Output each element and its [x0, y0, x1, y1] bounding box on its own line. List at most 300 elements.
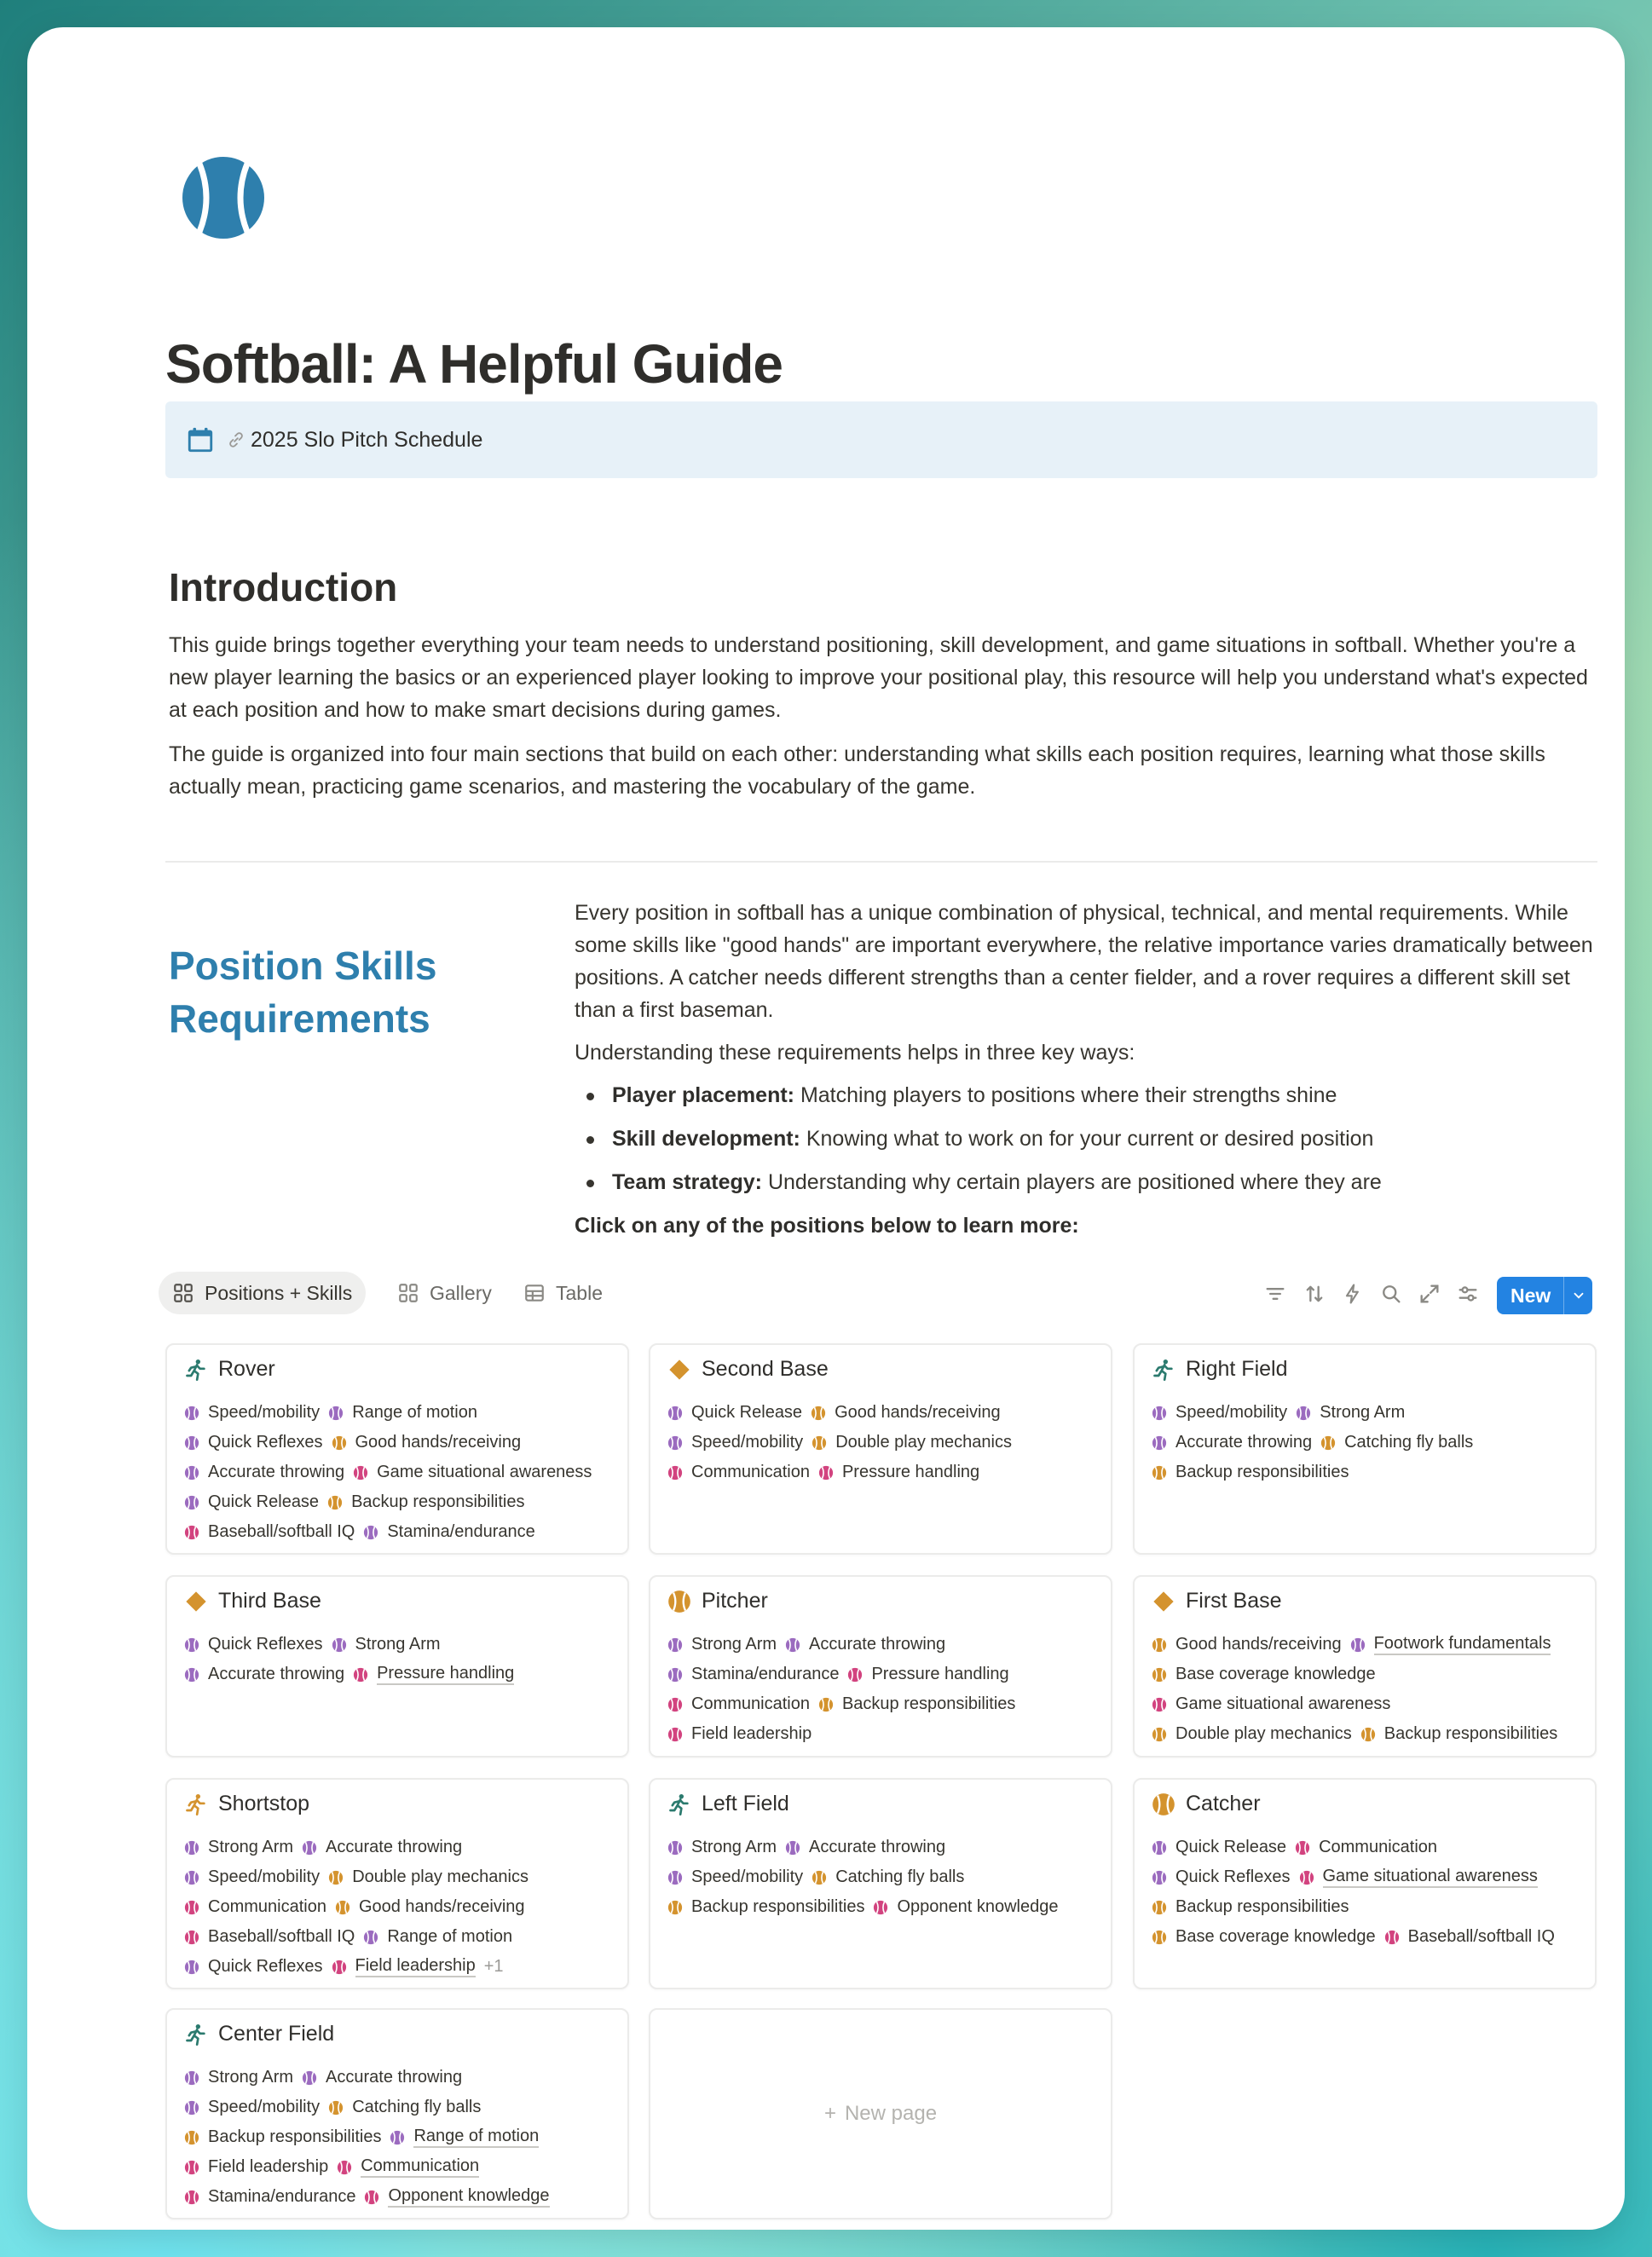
position-skills-description	[575, 897, 1606, 1242]
card-title	[184, 1792, 309, 1816]
tab-label: Gallery	[430, 1281, 492, 1304]
new-button[interactable]	[1497, 1277, 1592, 1314]
position-card-second-base[interactable]	[649, 1343, 1112, 1555]
skill-tag	[667, 1694, 810, 1714]
card-title-text: Third Base	[218, 1589, 321, 1613]
softball-icon	[1152, 1930, 1167, 1945]
tag-row	[1152, 1458, 1595, 1487]
softball-icon	[328, 2100, 344, 2116]
softball-icon	[184, 1870, 199, 1885]
card-title	[1152, 1589, 1282, 1613]
skill-tag-label: Field leadership	[691, 1724, 812, 1743]
skill-tag-label: Backup responsibilities	[351, 1492, 525, 1511]
skill-tag-label: Speed/mobility	[208, 1867, 321, 1886]
skill-tag	[335, 1897, 525, 1917]
skill-tag-label: Communication	[208, 1897, 326, 1916]
tag-row	[184, 2063, 627, 2092]
benefits-list	[575, 1079, 1606, 1198]
position-paragraph-1: Every position in softball has a unique combination of physical, technical, and mental requirements. While some skills like "good hands" are important everywhere, the relative importance varies dramatically between positions. A catcher needs different strengths than a center fielder, and a rover requires a different skill set than a first baseman.	[575, 901, 1593, 1022]
softball-icon	[818, 1697, 834, 1712]
skill-tag	[1152, 1665, 1376, 1684]
skill-tag-label: Backup responsibilities	[841, 1694, 1016, 1713]
tag-row	[184, 1428, 627, 1458]
skill-tag-label: Accurate throwing	[326, 1838, 463, 1856]
skill-tag	[184, 1927, 355, 1947]
skill-tag-label: Double play mechanics	[835, 1433, 1012, 1452]
list-item	[575, 1166, 1606, 1198]
softball-icon	[812, 1870, 827, 1885]
tag-row	[667, 1892, 1111, 1922]
tag-row	[667, 1458, 1111, 1487]
softball-icon	[667, 1667, 683, 1683]
skill-tag	[785, 1838, 945, 1857]
skill-tag	[184, 1838, 293, 1857]
skill-tag	[1152, 1897, 1349, 1917]
softball-icon	[1152, 1727, 1167, 1742]
softball-icon	[667, 1727, 683, 1742]
skill-tag	[328, 1867, 529, 1887]
position-card-pitcher[interactable]	[649, 1575, 1112, 1758]
expand-icon[interactable]	[1418, 1282, 1441, 1306]
softball-icon	[335, 1900, 350, 1915]
skill-tag	[184, 2187, 355, 2207]
gallery-icon	[397, 1282, 419, 1304]
skill-tag-label: Speed/mobility	[691, 1867, 804, 1886]
softball-icon	[1152, 1465, 1167, 1481]
skill-tag-label: Strong Arm	[691, 1635, 777, 1654]
skill-tag-label: Accurate throwing	[809, 1838, 946, 1856]
automation-icon[interactable]	[1341, 1282, 1365, 1306]
click-instruction: Click on any of the positions below to learn more:	[575, 1214, 1079, 1238]
tag-row	[667, 1833, 1111, 1862]
skill-tag	[184, 1897, 326, 1917]
softball-icon	[667, 1465, 683, 1481]
softball-icon	[184, 1667, 199, 1683]
softball-icon	[1384, 1930, 1400, 1945]
softball-icon	[667, 1697, 683, 1712]
skill-tag	[363, 1522, 534, 1542]
tag-row	[184, 1458, 627, 1487]
search-icon[interactable]	[1379, 1282, 1403, 1306]
skill-tag-label: Communication	[691, 1694, 810, 1713]
skill-tag	[184, 2157, 328, 2177]
skill-tag	[363, 1927, 512, 1947]
softball-icon	[818, 1465, 834, 1481]
skill-tag-label: Good hands/receiving	[355, 1433, 522, 1452]
skill-tag-label: Field leadership	[355, 1956, 476, 1977]
tag-row	[184, 2092, 627, 2122]
skill-tag	[184, 1867, 320, 1887]
skill-tags	[184, 1398, 627, 1547]
skill-tag	[184, 2098, 320, 2117]
tag-row	[667, 1689, 1111, 1719]
skill-tag-label: Catching fly balls	[352, 2098, 482, 2116]
intro-paragraph-1: This guide brings together everything your team needs to understand positioning, skill development, and game situations in softball. Whether you're a new player learning the basics or an experienced player looking to improve your positional play, this resource will help you understand what's expected at each position and how to make smart decisions during games.	[169, 633, 1588, 722]
link-icon	[227, 430, 245, 449]
softball-icon	[337, 2160, 352, 2175]
skill-tag	[390, 2127, 539, 2148]
softball-icon	[363, 1525, 378, 1540]
more-tags-count[interactable]: +1	[483, 1957, 504, 1976]
skill-tag	[1152, 1635, 1342, 1654]
skill-tags	[184, 1833, 627, 1982]
card-title-text: Shortstop	[218, 1792, 310, 1815]
skill-tag-label: Pressure handling	[377, 1664, 514, 1685]
softball-icon	[184, 1495, 199, 1510]
skill-tag	[364, 2186, 549, 2208]
skill-tag-label: Base coverage knowledge	[1175, 1665, 1376, 1683]
skill-tag	[184, 1957, 323, 1977]
card-title	[667, 1589, 768, 1613]
divider	[165, 861, 1597, 863]
softball-icon	[1360, 1727, 1376, 1742]
skill-tag	[328, 2098, 481, 2117]
softball-icon	[1299, 1870, 1314, 1885]
softball-icon	[667, 1840, 683, 1856]
skill-tag	[184, 2127, 381, 2147]
softball-icon	[184, 2190, 199, 2205]
diamond-icon	[667, 1358, 691, 1382]
skill-tag-label: Backup responsibilities	[1383, 1724, 1558, 1743]
skill-tag	[184, 1492, 319, 1512]
softball-icon	[184, 1406, 199, 1421]
card-title	[1152, 1357, 1288, 1382]
skill-tag-label: Stamina/endurance	[691, 1665, 840, 1683]
skill-tag	[811, 1403, 1001, 1423]
softball-icon	[1296, 1406, 1311, 1421]
softball-icon	[302, 2070, 317, 2086]
tag-row	[667, 1398, 1111, 1428]
skill-tag	[1152, 1694, 1390, 1714]
new-button-label: New	[1510, 1284, 1551, 1307]
calendar-icon	[186, 425, 215, 454]
skill-tag-label: Quick Release	[691, 1403, 803, 1422]
position-card-shortstop[interactable]	[165, 1778, 629, 1989]
softball-icon	[353, 1465, 368, 1481]
skill-tag-label: Catching fly balls	[835, 1867, 965, 1886]
softball-icon	[1350, 1637, 1366, 1653]
tag-row	[1152, 1630, 1595, 1660]
card-title-text: Rover	[218, 1357, 275, 1381]
skill-tag	[184, 1522, 355, 1542]
table-icon	[523, 1282, 546, 1304]
skill-tag	[337, 2156, 479, 2178]
card-title-text: Center Field	[218, 2022, 335, 2046]
skill-tag-label: Speed/mobility	[691, 1433, 804, 1452]
skill-tag	[667, 1463, 810, 1482]
softball-icon	[184, 1960, 199, 1975]
tag-row	[184, 2182, 627, 2212]
skill-tag	[667, 1867, 803, 1887]
position-card-rover[interactable]	[165, 1343, 629, 1555]
skill-tag	[818, 1694, 1015, 1714]
softball-icon	[184, 2100, 199, 2116]
skill-tag	[667, 1433, 803, 1452]
skill-tag-label: Communication	[691, 1463, 810, 1481]
softball-icon	[1152, 1637, 1167, 1653]
softball-icon	[1152, 1792, 1175, 1816]
skill-tag-label: Quick Reflexes	[208, 1957, 323, 1976]
settings-icon[interactable]	[1456, 1282, 1480, 1306]
skill-tag	[1295, 1838, 1437, 1857]
softball-icon	[785, 1840, 800, 1856]
softball-icon	[1152, 1667, 1167, 1683]
tag-row	[184, 1398, 627, 1428]
skill-tag	[332, 1635, 441, 1654]
skill-tag	[1152, 1403, 1287, 1423]
softball-icon	[184, 1637, 199, 1653]
softball-icon	[847, 1667, 863, 1683]
skill-tag-label: Game situational awareness	[377, 1463, 592, 1481]
skill-tags	[184, 2063, 627, 2212]
bullet-bold: Player placement:	[612, 1083, 794, 1107]
skill-tag-label: Speed/mobility	[1175, 1403, 1288, 1422]
card-title-text: Second Base	[702, 1357, 829, 1381]
skill-tag-label: Good hands/receiving	[1175, 1635, 1342, 1654]
skill-tag-label: Quick Reflexes	[208, 1635, 323, 1654]
schedule-link[interactable]: 2025 Slo Pitch Schedule	[251, 427, 483, 452]
tag-row	[184, 1922, 627, 1952]
skill-tag	[1384, 1927, 1555, 1947]
skill-tag	[353, 1664, 514, 1685]
card-title	[184, 1357, 275, 1382]
skill-tag-label: Baseball/softball IQ	[1407, 1927, 1555, 1946]
softball-icon	[1152, 1900, 1167, 1915]
page-card	[27, 27, 1625, 2230]
softball-icon	[184, 2070, 199, 2086]
card-title-text: Right Field	[1186, 1357, 1288, 1381]
tab-label: Table	[556, 1281, 603, 1304]
position-card-right-field[interactable]	[1133, 1343, 1597, 1555]
skill-tag	[1152, 1433, 1312, 1452]
softball-icon	[302, 1840, 317, 1856]
tag-row	[184, 1862, 627, 1892]
skill-tag-label: Stamina/endurance	[387, 1522, 535, 1541]
position-card-center-field[interactable]	[165, 2008, 629, 2219]
tab-table[interactable]	[510, 1272, 616, 1314]
skill-tag-label: Base coverage knowledge	[1175, 1927, 1376, 1946]
runner-icon	[1152, 1358, 1175, 1382]
skill-tag-label: Strong Arm	[1320, 1403, 1406, 1422]
skill-tag-label: Baseball/softball IQ	[208, 1522, 355, 1541]
skill-tag	[1350, 1634, 1551, 1655]
softball-icon	[1152, 1870, 1167, 1885]
diamond-icon	[184, 1590, 208, 1613]
tag-row	[184, 1660, 627, 1689]
skill-tag-label: Communication	[361, 2156, 479, 2178]
skill-tag-label: Field leadership	[208, 2157, 329, 2176]
skill-tag	[667, 1665, 839, 1684]
softball-icon	[1152, 1406, 1167, 1421]
skill-tag-label: Good hands/receiving	[835, 1403, 1001, 1422]
schedule-callout[interactable]	[165, 401, 1597, 478]
skill-tag	[667, 1635, 777, 1654]
skill-tag-label: Quick Release	[208, 1492, 320, 1511]
skill-tag	[332, 1433, 522, 1452]
tag-row	[667, 1719, 1111, 1749]
skill-tag-label: Strong Arm	[691, 1838, 777, 1856]
skill-tag-label: Catching fly balls	[1344, 1433, 1474, 1452]
runner-icon	[184, 1792, 208, 1816]
tag-row	[184, 1630, 627, 1660]
intro-paragraph-2: The guide is organized into four main sections that build on each other: understanding what skills each position requires, learning what those skills actually mean, practicing game scenarios, and mastering the vocabulary of the game.	[169, 742, 1545, 799]
softball-icon	[1152, 1840, 1167, 1856]
skill-tag	[873, 1897, 1058, 1917]
skill-tag	[184, 1433, 323, 1452]
gallery-icon	[172, 1282, 194, 1304]
skill-tags	[184, 1630, 627, 1689]
tag-row	[184, 1892, 627, 1922]
skill-tag	[1320, 1433, 1473, 1452]
softball-icon	[332, 1435, 347, 1451]
tag-row	[667, 1630, 1111, 1660]
skill-tags	[667, 1398, 1111, 1487]
position-card-third-base[interactable]	[165, 1575, 629, 1758]
skill-tag	[1152, 1463, 1349, 1482]
skill-tag-label: Range of motion	[413, 2127, 539, 2148]
position-card-catcher[interactable]	[1133, 1778, 1597, 1989]
position-paragraph-2: Understanding these requirements helps in three key ways:	[575, 1041, 1135, 1065]
skill-tags	[1152, 1630, 1595, 1749]
skill-tag	[1152, 1838, 1286, 1857]
softball-icon	[184, 1930, 199, 1945]
softball-icon	[785, 1637, 800, 1653]
softball-icon[interactable]	[181, 155, 266, 240]
skill-tag	[353, 1463, 592, 1482]
softball-icon	[184, 2160, 199, 2175]
tag-row	[1152, 1689, 1595, 1719]
skill-tag-label: Opponent knowledge	[897, 1897, 1059, 1916]
tag-row	[1152, 1660, 1595, 1689]
softball-icon	[184, 1840, 199, 1856]
skill-tag	[1152, 1927, 1376, 1947]
card-title-text: Pitcher	[702, 1589, 768, 1613]
skill-tag	[847, 1665, 1008, 1684]
softball-icon	[328, 1870, 344, 1885]
skill-tag-label: Game situational awareness	[1175, 1694, 1391, 1713]
runner-icon	[667, 1792, 691, 1816]
skill-tag-label: Good hands/receiving	[358, 1897, 525, 1916]
skill-tag-label: Speed/mobility	[208, 1403, 321, 1422]
card-title-text: Left Field	[702, 1792, 789, 1815]
skill-tag	[184, 1635, 323, 1654]
list-item	[575, 1123, 1606, 1155]
softball-icon	[667, 1406, 683, 1421]
skill-tag	[785, 1635, 945, 1654]
tab-positions-skills[interactable]	[159, 1272, 366, 1314]
chevron-down-icon[interactable]	[1564, 1288, 1592, 1303]
softball-icon	[667, 1590, 691, 1613]
softball-icon	[328, 1406, 344, 1421]
skill-tag-label: Backup responsibilities	[691, 1897, 865, 1916]
skill-tag-label: Strong Arm	[208, 1838, 294, 1856]
tab-label: Positions + Skills	[205, 1281, 353, 1304]
skill-tag-label: Accurate throwing	[1175, 1433, 1313, 1452]
skill-tag	[1360, 1724, 1557, 1744]
sort-icon[interactable]	[1303, 1282, 1326, 1306]
softball-icon	[811, 1406, 826, 1421]
skill-tag	[1152, 1724, 1352, 1744]
skill-tag	[1296, 1403, 1405, 1423]
skill-tag-label: Range of motion	[387, 1927, 513, 1946]
new-page-button[interactable]	[649, 2008, 1112, 2219]
softball-icon	[667, 1637, 683, 1653]
skill-tag-label: Accurate throwing	[208, 1463, 345, 1481]
skill-tag	[184, 1463, 344, 1482]
softball-icon	[1152, 1697, 1167, 1712]
skill-tag	[818, 1463, 979, 1482]
skill-tag-label: Quick Reflexes	[208, 1433, 323, 1452]
card-title-text: First Base	[1186, 1589, 1282, 1613]
tag-row	[1152, 1428, 1595, 1458]
softball-icon	[364, 2190, 379, 2205]
bullet-text: Understanding why certain players are positioned where they are	[762, 1170, 1382, 1194]
skill-tag	[332, 1956, 476, 1977]
softball-icon	[327, 1495, 343, 1510]
skill-tag-label: Accurate throwing	[326, 2068, 463, 2087]
skill-tag	[302, 1838, 462, 1857]
skill-tag-label: Strong Arm	[208, 2068, 294, 2087]
softball-icon	[667, 1900, 683, 1915]
skill-tag	[812, 1433, 1012, 1452]
page-title: Softball: A Helpful Guide	[165, 333, 783, 395]
softball-icon	[667, 1435, 683, 1451]
filter-icon[interactable]	[1263, 1282, 1287, 1306]
card-title	[667, 1357, 829, 1382]
position-card-left-field[interactable]	[649, 1778, 1112, 1989]
tab-gallery[interactable]	[384, 1272, 505, 1314]
skill-tag-label: Backup responsibilities	[1175, 1463, 1349, 1481]
tag-row	[1152, 1922, 1595, 1952]
tag-row	[184, 1952, 627, 1982]
tag-row	[667, 1428, 1111, 1458]
bullet-bold: Team strategy:	[612, 1170, 762, 1194]
skill-tag-label: Baseball/softball IQ	[208, 1927, 355, 1946]
list-item	[575, 1079, 1606, 1111]
softball-icon	[667, 1870, 683, 1885]
skill-tag-label: Backup responsibilities	[208, 2127, 382, 2146]
skill-tags	[1152, 1398, 1595, 1487]
position-card-first-base[interactable]	[1133, 1575, 1597, 1758]
skill-tag-label: Double play mechanics	[352, 1867, 529, 1886]
skill-tag-label: Stamina/endurance	[208, 2187, 356, 2206]
softball-icon	[184, 1435, 199, 1451]
tag-row	[1152, 1892, 1595, 1922]
softball-icon	[184, 2130, 199, 2145]
softball-icon	[873, 1900, 888, 1915]
bullet-text: Matching players to positions where their strengths shine	[794, 1083, 1337, 1107]
softball-icon	[363, 1930, 378, 1945]
softball-icon	[184, 1465, 199, 1481]
database-view-bar	[159, 1270, 1599, 1318]
tag-row	[1152, 1862, 1595, 1892]
tag-row	[184, 1517, 627, 1547]
skill-tag-label: Pressure handling	[871, 1665, 1009, 1683]
skill-tags	[667, 1630, 1111, 1749]
skill-tag-label: Double play mechanics	[1175, 1724, 1352, 1743]
tag-row	[184, 1833, 627, 1862]
intro-heading: Introduction	[169, 565, 398, 609]
softball-icon	[332, 1637, 347, 1653]
softball-icon	[1295, 1840, 1310, 1856]
skill-tag	[1299, 1867, 1538, 1888]
tag-row	[1152, 1719, 1595, 1749]
softball-icon	[390, 2130, 405, 2145]
card-title	[184, 2022, 334, 2046]
softball-icon	[812, 1435, 827, 1451]
skill-tag-label: Accurate throwing	[208, 1665, 345, 1683]
skill-tag	[812, 1867, 964, 1887]
